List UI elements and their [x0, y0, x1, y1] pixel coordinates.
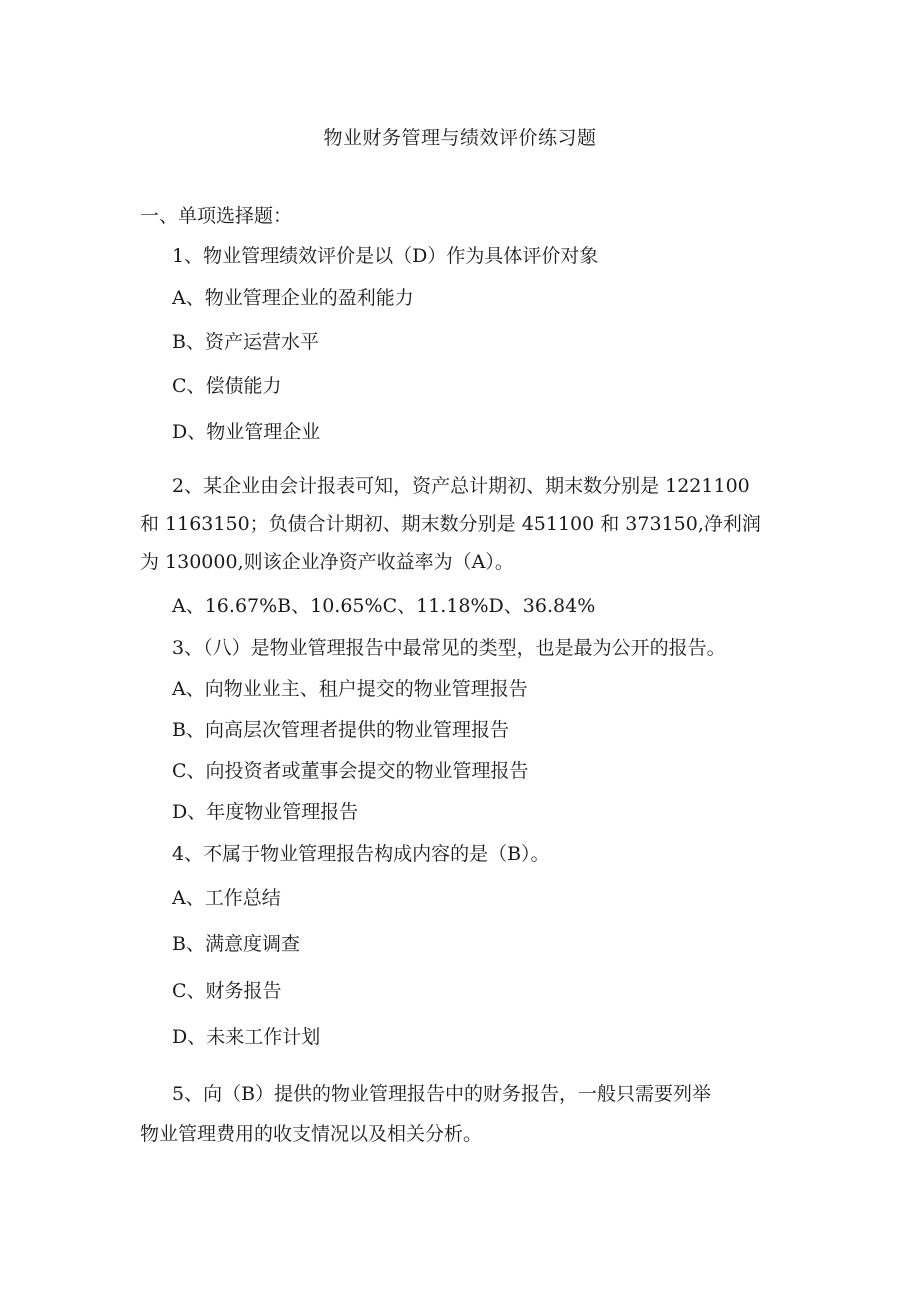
- section-heading: 一、单项选择题：: [140, 205, 293, 227]
- question-5-stem-line-2: 物业管理费用的收支情况以及相关分析。: [140, 1123, 483, 1145]
- question-4-option-c: C、财务报告: [172, 980, 282, 1002]
- question-4-option-a: A、工作总结: [172, 887, 281, 909]
- question-2-stem-line-1: 2、某企业由会计报表可知，资产总计期初、期末数分别是 1221100: [172, 475, 750, 497]
- question-4-option-b: B、满意度调查: [172, 933, 300, 955]
- question-4-option-d: D、未来工作计划: [172, 1026, 321, 1048]
- question-1-option-b: B、资产运营水平: [172, 331, 319, 353]
- question-4-stem: 4、不属于物业管理报告构成内容的是（B）。: [172, 843, 550, 865]
- question-1-option-c: C、偿债能力: [172, 375, 282, 397]
- question-1-option-a: A、物业管理企业的盈利能力: [172, 287, 414, 309]
- question-2-stem-line-2: 和 1163150；负债合计期初、期末数分别是 451100 和 373150,净利润: [140, 513, 761, 535]
- document-title: 物业财务管理与绩效评价练习题: [323, 127, 597, 149]
- question-3-option-c: C、向投资者或董事会提交的物业管理报告: [172, 760, 529, 782]
- question-1-option-d: D、物业管理企业: [172, 421, 321, 443]
- question-5-stem-line-1: 5、向（B）提供的物业管理报告中的财务报告，一般只需要列举: [172, 1083, 712, 1105]
- question-3-option-a: A、向物业业主、租户提交的物业管理报告: [172, 678, 528, 700]
- question-2-options: A、16.67%B、10.65%C、11.18%D、36.84%: [172, 595, 596, 617]
- question-1-stem: 1、物业管理绩效评价是以（D）作为具体评价对象: [172, 245, 599, 267]
- question-3-option-d: D、年度物业管理报告: [172, 801, 359, 823]
- question-3-stem: 3、（八）是物业管理报告中最常见的类型，也是最为公开的报告。: [172, 637, 726, 659]
- question-3-option-b: B、向高层次管理者提供的物业管理报告: [172, 719, 509, 741]
- question-2-stem-line-3: 为 130000,则该企业净资产收益率为（A）。: [140, 551, 514, 573]
